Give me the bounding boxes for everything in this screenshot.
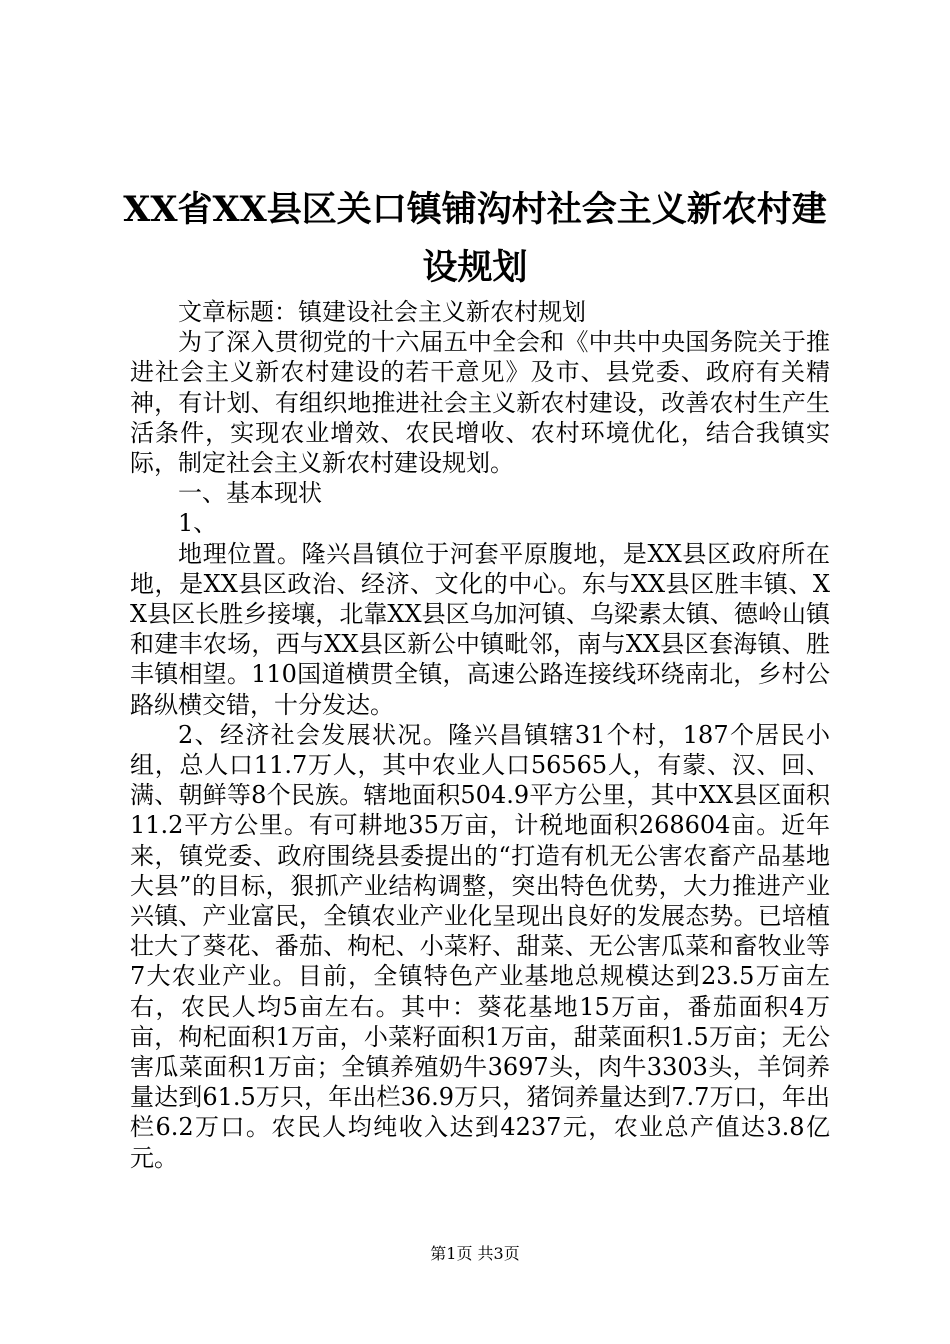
document-body (130, 297, 830, 1173)
economy-paragraph: 2、经济社会发展状况。隆兴昌镇辖31个村，187个居民小组，总人口11.7万人，其中农业人口56565人，有蒙、汉、回、满、朝鲜等8个民族。辖地面积504.9平方公里，其中XX县区面积11.2平方公里。有可耕地35万亩，计税地面积268604亩。近年来，镇党委、政府围绕县委提出的“打造有机无公害农畜产品基地大县”的目标，狠抓产业结构调整，突出特色优势，大力推进产业兴镇、产业富民，全镇农业产业化呈现出良好的发展态势。已培植壮大了葵花、番茄、枸杞、小菜籽、甜菜、无公害瓜菜和畜牧业等7大农业产业。目前，全镇特色产业基地总规模达到23.5万亩左右，农民人均5亩左右。其中：葵花基地15万亩，番茄面积4万亩，枸杞面积1万亩，小菜籽面积1万亩，甜菜面积1.5万亩；无公害瓜菜面积1万亩；全镇养殖奶牛3697头，肉牛3303头，羊饲养量达到61.5万只，年出栏36.9万只，猪饲养量达到7.7万口，年出栏6.2万口。农民人均纯收入达到4237元，农业总产值达3.8亿元。 (130, 720, 830, 1172)
section-heading: 一、基本现状 (178, 479, 322, 508)
item-number: 1、 (178, 509, 218, 538)
intro-paragraph: 为了深入贯彻党的十六届五中全会和《中共中央国务院关于推进社会主义新农村建设的若干意见》及市、县党委、政府有关精神，有计划、有组织地推进社会主义新农村建设，改善农村生产生活条件，实现农业增效、农民增收、农村环境优化，结合我镇实际，制定社会主义新农村建设规划。 (130, 328, 830, 478)
page-footer: 第1页 共3页 (430, 1244, 520, 1263)
article-title-paragraph: 文章标题：镇建设社会主义新农村规划 (178, 298, 586, 326)
document-title-line-2: 设规划 (422, 247, 528, 288)
location-paragraph: 地理位置。隆兴昌镇位于河套平原腹地，是XX县区政府所在地，是XX县区政治、经济、文化的中心。东与XX县区胜丰镇、XX县区长胜乡接壤，北靠XX县区乌加河镇、乌梁素太镇、德岭山镇和建丰农场，西与XX县区新公中镇毗邻，南与XX县区套海镇、胜丰镇相望。110国道横贯全镇，高速公路连接线环绕南北，乡村公路纵横交错，十分发达。 (130, 539, 830, 719)
document-title-line-1: XX省XX县区关口镇铺沟村社会主义新农村建 (123, 189, 827, 230)
